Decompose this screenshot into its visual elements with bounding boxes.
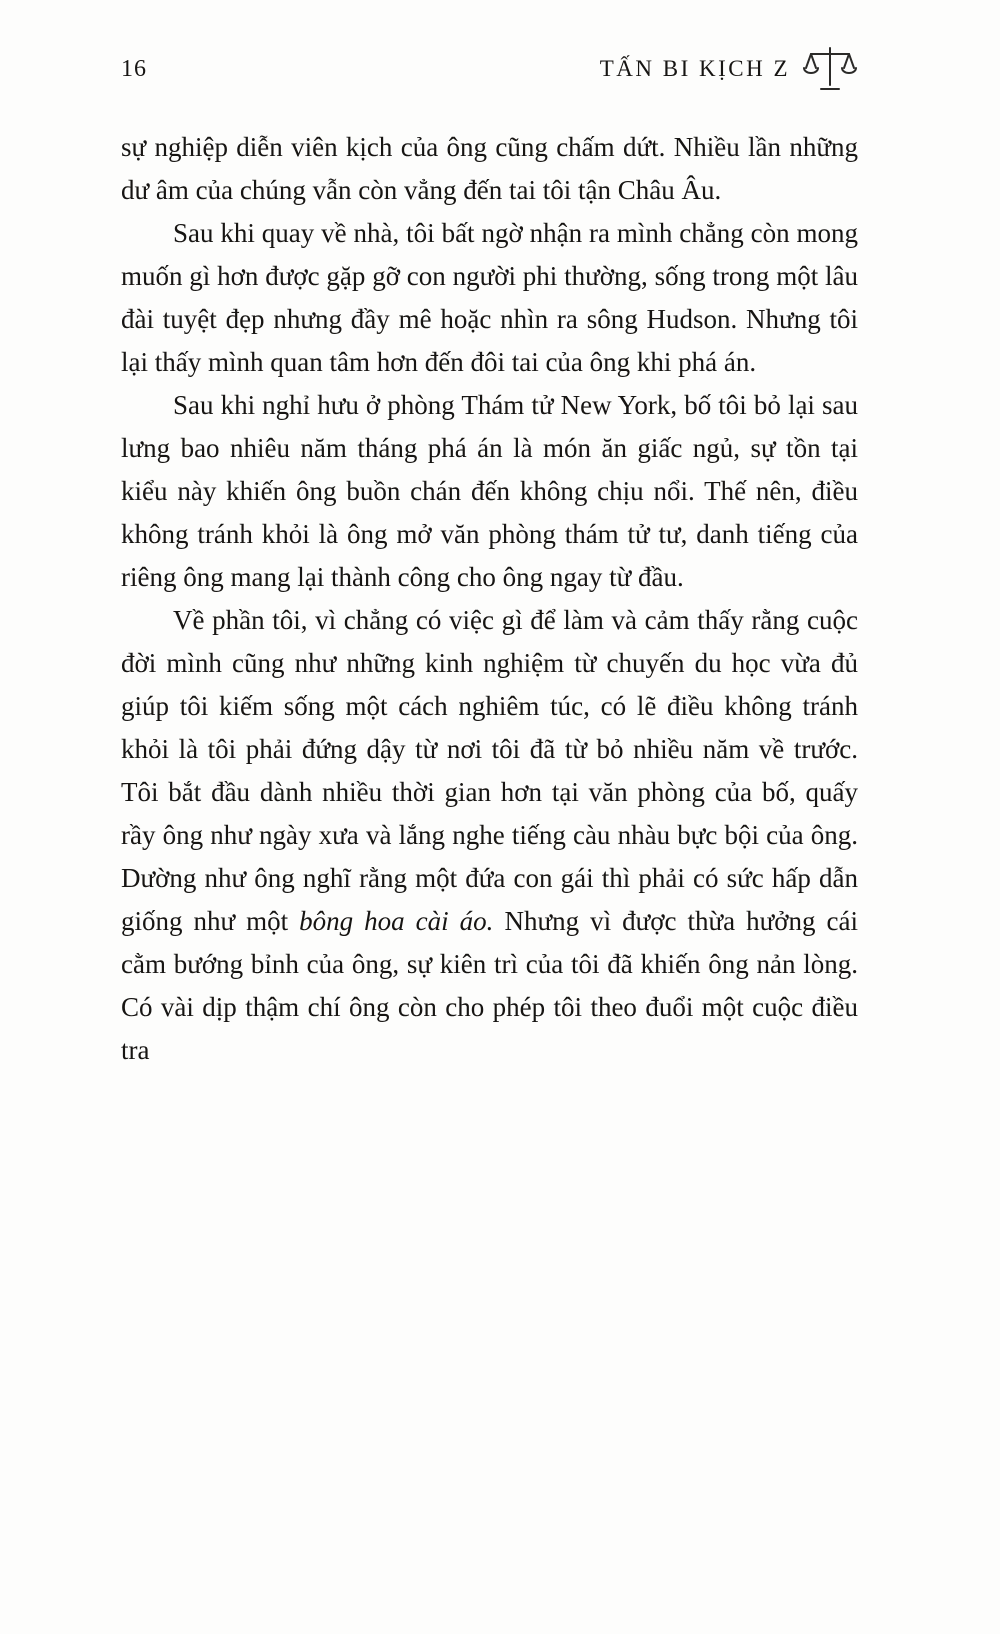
text-run: Sau khi quay về nhà, tôi bất ngờ nhận ra mình chẳng còn mong muốn gì hơn được gặp gỡ con người phi thường, sống trong một lâu đài tuyệt đẹp nhưng đầy mê hoặc nhìn ra sông Hudson. Nhưng tôi lại thấy mình quan tâm hơn đến đôi tai của ông khi phá án. [121, 218, 858, 377]
text-run: Nhưng vì được thừa hưởng cái cằm bướng bỉnh của ông, sự kiên trì của tôi đã khiến ông nản lòng. Có vài dịp thậm chí ông còn cho phép tôi theo đuổi một cuộc điều tra [121, 906, 859, 1065]
text-run: Sau khi nghỉ hưu ở phòng Thám tử New York, bố tôi bỏ lại sau lưng bao nhiêu năm tháng phá án là món ăn giấc ngủ, sự tồn tại kiểu này khiến ông buồn chán đến không chịu nổi. Thế nên, điều không tránh khỏi là ông mở văn phòng thám tử tư, danh tiếng của riêng ông mang lại thành công cho ông ngay từ đầu. [121, 390, 858, 592]
text-run: sự nghiệp diễn viên kịch của ông cũng chấm dứt. Nhiều lần những dư âm của chúng vẫn còn vẳng đến tai tôi tận Châu Âu. [121, 132, 858, 205]
page-header [121, 44, 858, 94]
page-number: 16 [121, 55, 147, 82]
paragraph [121, 599, 858, 1072]
page-body [121, 126, 858, 1072]
paragraph [121, 126, 858, 212]
running-head-title: TẤN BI KỊCH Z [599, 56, 790, 81]
scales-icon [802, 44, 858, 94]
paragraph [121, 212, 858, 384]
running-head [600, 44, 858, 94]
italic-text-run: bông hoa cài áo. [299, 906, 494, 936]
text-run: Về phần tôi, vì chẳng có việc gì để làm và cảm thấy rằng cuộc đời mình cũng như những kinh nghiệm từ chuyến du học vừa đủ giúp tôi kiếm sống một cách nghiêm túc, có lẽ điều không tránh khỏi là tôi phải đứng dậy từ nơi tôi đã từ bỏ nhiều năm về trước. Tôi bắt đầu dành nhiều thời gian hơn tại văn phòng của bố, quấy rầy ông như ngày xưa và lắng nghe tiếng càu nhàu bực bội của ông. Dường như ông nghĩ rằng một đứa con gái thì phải có sức hấp dẫn giống như một [121, 605, 858, 936]
paragraph [121, 384, 858, 599]
